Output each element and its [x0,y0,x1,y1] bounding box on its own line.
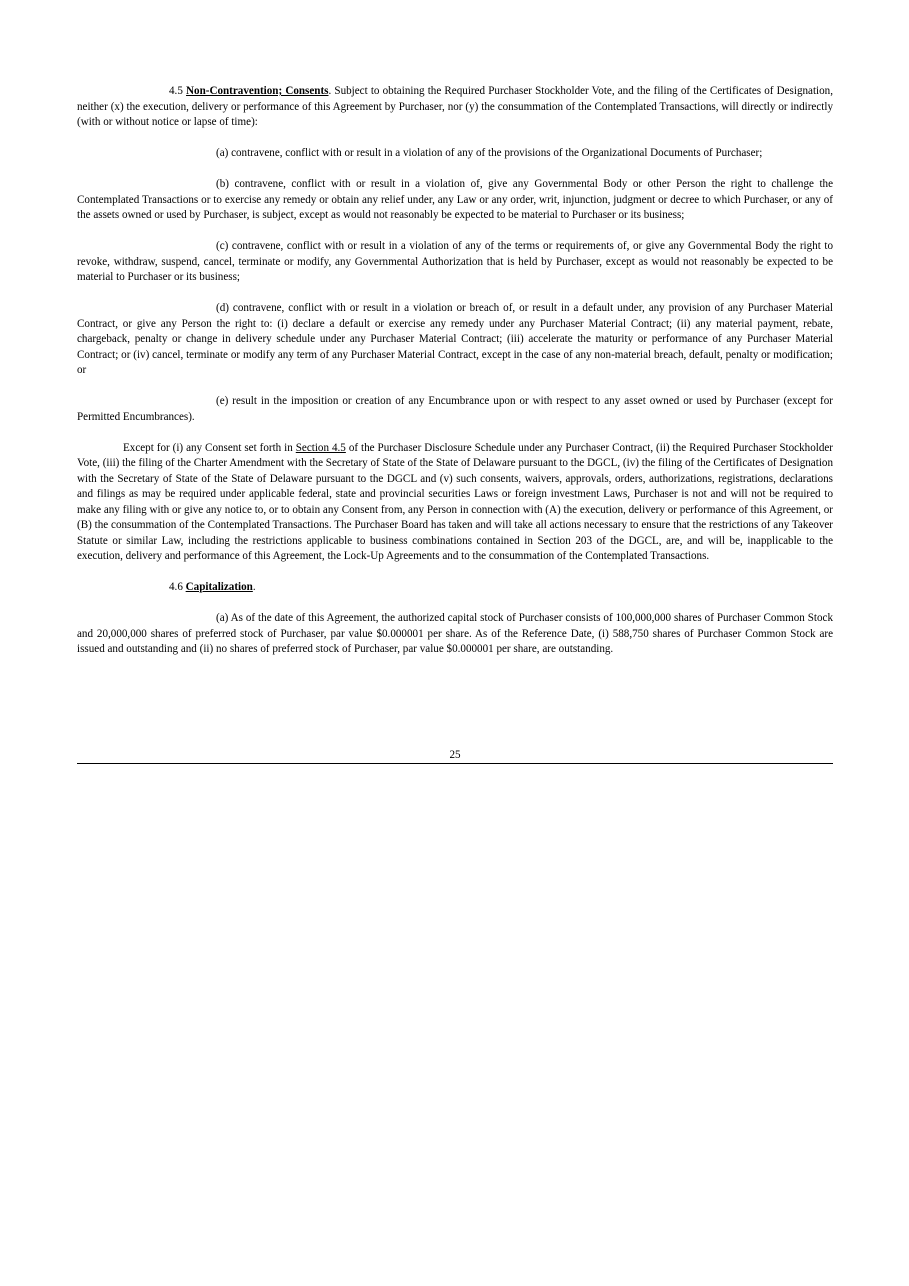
document-page [77,84,833,658]
section-title: Non-Contravention; Consents [186,85,329,97]
except-rest: of the Purchaser Disclosure Schedule under any Purchaser Contract, (ii) the Required Purchaser Stockholder Vote, (iii) the filing of the Charter Amendment with the Secretary of State of the State of Delaware pursuant to the DGCL, (iv) the filing of the Certificates of Designation with the Secretary of State of the State of Delaware pursuant to the DGCL and (v) such consents, waivers, approvals, orders, authorizations, registrations, declarations and filings as may be required under applicable federal, state and provincial securities Laws or foreign investment Laws, Purchaser is not and will not be required to make any filing with or give any notice to, or to obtain any Consent from, any Person in connection with (A) the execution, delivery or performance of this Agreement, or (B) the consummation of the Contemplated Transactions. The Purchaser Board has taken and will take all actions necessary to ensure that the restrictions of any Takeover Statute or similar Law, including the restrictions applicable to business combinations contained in Section 203 of the DGCL, are, and will be, inapplicable to the execution, delivery and performance of this Agreement, the Lock-Up Agreements and to the consummation of the Contemplated Transactions. [77,441,833,562]
clause-c: (c) contravene, conflict with or result in a violation of any of the terms or requirements of, or give any Governmental Body the right to revoke, withdraw, suspend, cancel, terminate or modify, any Governmental Authorization that is held by Purchaser, except as would not reasonably be expected to be material to Purchaser or its business; [77,240,833,283]
section-reference-link: Section 4.5 [295,441,346,454]
section-title: Capitalization [185,581,253,593]
page-number: 25 [449,749,461,761]
section-title-end: . [252,581,256,593]
section-intro-text: . Subject to obtaining the Required Purchaser Stockholder Vote, and the filing of the Certificates of Designation, neither (x) the execution, delivery or performance of this Agreement by Purchaser, nor (y) the consummation of the Contemplated Transactions, will directly or indirectly (with or without notice or lapse of time): [77,85,833,128]
section-4-5-intro [77,84,833,131]
clause-d: (d) contravene, conflict with or result in a violation or breach of, or result in a default under, any provision of any Purchaser Material Contract, or give any Person the right to: (i) declare a default or exercise any remedy under any Purchaser Material Contract; (ii) any material payment, rebate, chargeback, penalty or change in delivery schedule under any Purchaser Material Contract; (iii) accelerate the maturity or performance of any Purchaser Material Contract; or (iv) cancel, terminate or modify any term of any Purchaser Material Contract, except in the case of any non-material breach, default, penalty or modification; or [77,302,833,376]
except-paragraph [77,441,833,565]
section-number: 4.5 [169,85,187,97]
clause-a: (a) contravene, conflict with or result in a violation of any of the provisions of the Organizational Documents of Purchaser; [216,147,763,159]
clause-b: (b) contravene, conflict with or result in a violation of, give any Governmental Body or other Person the right to challenge the Contemplated Transactions or to exercise any remedy or obtain any relief under, any Law or any order, writ, injunction, judgment or decree to which Purchaser, or any of the assets owned or used by Purchaser, is subject, except as would not reasonably be expected to be material to Purchaser or its business; [77,178,833,221]
section-number: 4.6 [169,581,186,593]
except-lead: Except for (i) any Consent set forth in [123,441,296,454]
footer-rule [77,763,833,764]
capitalization-clause-a: (a) As of the date of this Agreement, the authorized capital stock of Purchaser consists of 100,000,000 shares of Purchaser Common Stock and 20,000,000 shares of preferred stock of Purchaser, par value $0.000001 per share. As of the Reference Date, (i) 588,750 shares of Purchaser Common Stock are issued and outstanding and (ii) no shares of preferred stock of Purchaser, par value $0.000001 per share, are outstanding. [77,612,833,655]
section-4-6-heading [77,580,833,596]
clause-e: (e) result in the imposition or creation of any Encumbrance upon or with respect to any asset owned or used by Purchaser (except for Permitted Encumbrances). [77,395,833,423]
